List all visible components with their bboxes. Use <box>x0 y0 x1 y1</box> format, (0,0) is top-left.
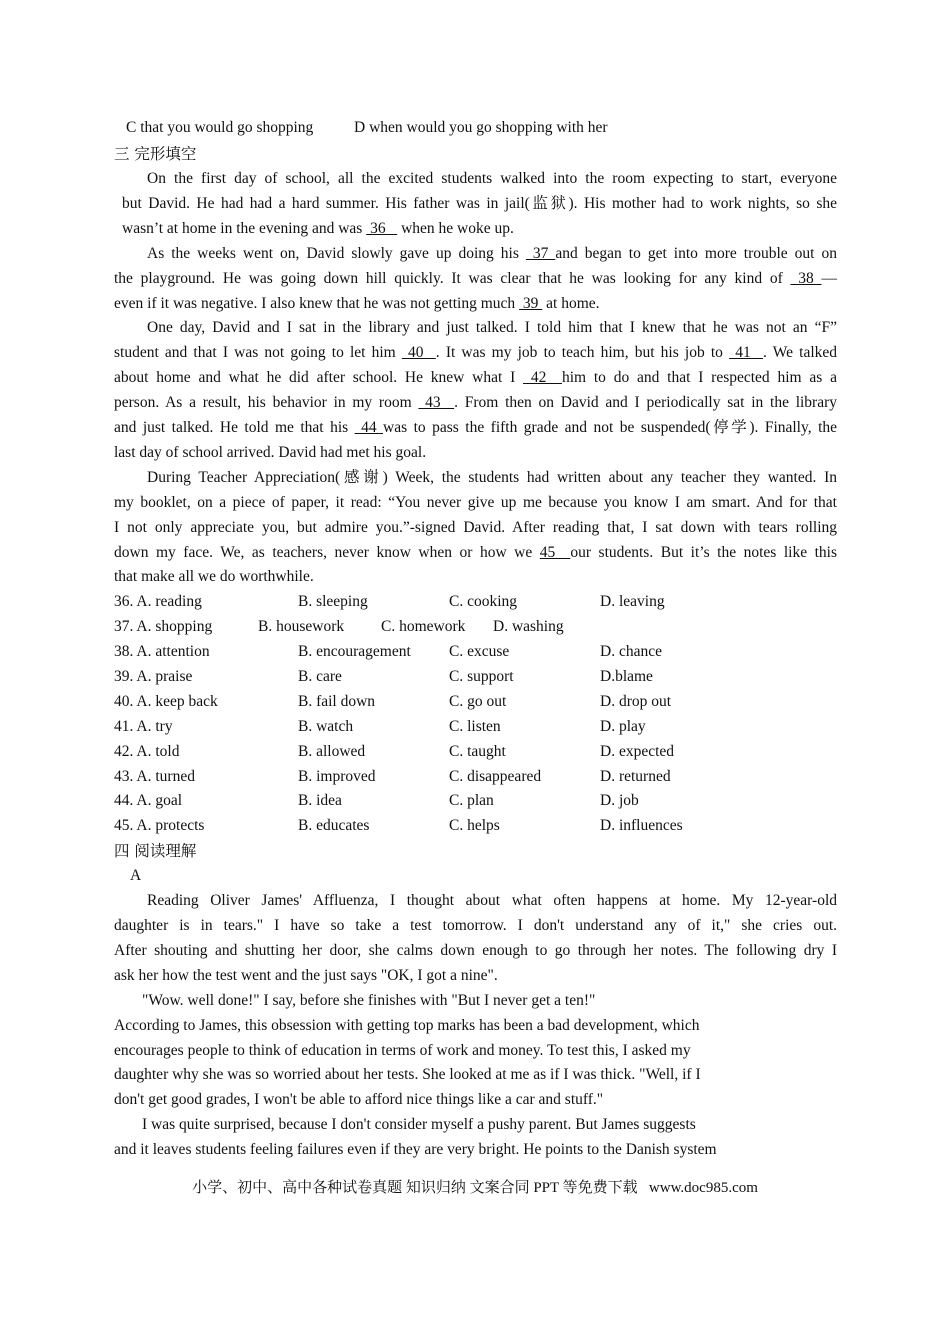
question-36-option-d: D. leaving <box>600 593 665 610</box>
passage-a-label: A <box>130 867 142 884</box>
blank-45: 45 <box>539 544 571 561</box>
blank-44: 44 <box>354 419 384 436</box>
question-36-option-c: C. cooking <box>449 593 518 610</box>
blank-37: 37 <box>525 245 556 262</box>
question-38-number-a: 38. A. attention <box>114 643 210 660</box>
cloze-p3-line4: person. As a result, his behavior in my room 43 . From then on David and I periodically sat in the library <box>114 394 838 411</box>
question-45-option-b: B. educates <box>298 817 370 834</box>
cloze-p3-line6: last day of school arrived. David had met his goal. <box>114 444 427 461</box>
reading-p1-line2: daughter is in tears." I have so take a test tomorrow. I don't understand any of it," she cries out. <box>114 917 837 934</box>
question-45-number-a: 45. A. protects <box>114 817 205 834</box>
blank-39: 39 <box>519 295 543 312</box>
section-4-title: 四 阅读理解 <box>114 842 197 860</box>
reading-p2-line4: daughter why she was so worried about her tests. She looked at me as if I was thick. "Well, if I <box>114 1066 701 1083</box>
blank-36: 36 <box>366 220 398 237</box>
question-37-option-b: B. housework <box>258 618 345 635</box>
cloze-p3-line1: One day, David and I sat in the library and just talked. I told him that I knew that he was not an “F” <box>147 319 837 336</box>
question-43-number-a: 43. A. turned <box>114 768 195 785</box>
question-41-option-b: B. watch <box>298 718 354 735</box>
blank-42: 42 <box>523 369 562 386</box>
question-39-option-c: C. support <box>449 668 514 685</box>
cloze-p1-line1: On the first day of school, all the excited students walked into the room expecting to start, everyone <box>147 170 837 187</box>
question-37-option-d: D. washing <box>493 618 564 635</box>
reading-p2-line5: don't get good grades, I won't be able to afford nice things like a car and stuff." <box>114 1091 604 1108</box>
question-45-option-c: C. helps <box>449 817 500 834</box>
question-44-option-d: D. job <box>600 792 639 809</box>
question-45-option-d: D. influences <box>600 817 683 834</box>
reading-p1-line1: Reading Oliver James' Affluenza, I thought about what often happens at home. My 12-year-old <box>147 892 837 909</box>
question-39-number-a: 39. A. praise <box>114 668 193 685</box>
question-42-number-a: 42. A. told <box>114 743 180 760</box>
question-42-option-c: C. taught <box>449 743 506 760</box>
reading-p2-line2: According to James, this obsession with getting top marks has been a bad development, which <box>114 1017 700 1034</box>
question-44-number-a: 44. A. goal <box>114 792 183 809</box>
cloze-p3-line3: about home and what he did after school. He knew what I 42 him to do and that I respected him as a <box>114 369 837 386</box>
page-footer: 小学、初中、高中各种试卷真题 知识归纳 文案合同 PPT 等免费下载 www.doc985.com <box>192 1180 758 1196</box>
cloze-p2-line1: As the weeks went on, David slowly gave up doing his 37 and began to get into more trouble out on <box>147 245 837 262</box>
blank-38: 38 <box>790 270 822 287</box>
cloze-p4-line1: During Teacher Appreciation(感谢) Week, the students had written about any teacher they wanted. In <box>147 469 837 486</box>
reading-p1-line4: ask her how the test went and the just says "OK, I got a nine". <box>114 967 498 984</box>
question-38-option-b: B. encouragement <box>298 643 411 660</box>
question-43-option-b: B. improved <box>298 768 376 785</box>
question-43-option-c: C. disappeared <box>449 768 542 785</box>
question-38-option-d: D. chance <box>600 643 662 660</box>
cloze-p2-line3: even if it was negative. I also knew that he was not getting much 39 at home. <box>114 295 600 312</box>
question-36-number-a: 36. A. reading <box>114 593 202 610</box>
cloze-p2-line2: the playground. He was going down hill quickly. It was clear that he was looking for any kind of 38 — <box>114 270 838 287</box>
question-41-number-a: 41. A. try <box>114 718 173 735</box>
blank-41: 41 <box>729 344 763 361</box>
question-40-option-d: D. drop out <box>600 693 672 710</box>
question-39-option-d: D.blame <box>600 668 653 685</box>
question-37-option-c: C. homework <box>381 618 466 635</box>
question-37-number-a: 37. A. shopping <box>114 618 213 635</box>
question-42-option-b: B. allowed <box>298 743 366 760</box>
question-36-option-b: B. sleeping <box>298 593 368 610</box>
question-39-option-b: B. care <box>298 668 342 685</box>
blank-40: 40 <box>401 344 436 361</box>
reading-p1-line3: After shouting and shutting her door, she calms down enough to go through her notes. The following dry I <box>114 942 837 959</box>
section-3-title: 三 完形填空 <box>114 145 197 163</box>
cloze-p1-line3: wasn’t at home in the evening and was 36 when he woke up. <box>122 220 514 237</box>
cloze-p4-line3: I not only appreciate you, but admire you.”-signed David. After reading that, I sat down with tears rolling <box>114 519 837 536</box>
question-40-option-c: C. go out <box>449 693 507 710</box>
cloze-p4-line2: my booklet, on a piece of paper, it read: “You never give up me because you know I am smart. And for that <box>114 494 837 511</box>
question-44-option-c: C. plan <box>449 792 494 809</box>
cloze-p3-line5: and just talked. He told me that his 44 was to pass the fifth grade and not be suspended(停学). Finally, the <box>114 419 838 436</box>
reading-p2-line3: encourages people to think of education in terms of work and money. To test this, I asked my <box>114 1042 691 1059</box>
question-42-option-d: D. expected <box>600 743 675 760</box>
cloze-p4-line5: that make all we do worthwhile. <box>114 568 314 585</box>
question-44-option-b: B. idea <box>298 792 342 809</box>
prev-option-d: D when would you go shopping with her <box>354 119 608 136</box>
blank-43: 43 <box>418 394 455 411</box>
reading-p2-line1: "Wow. well done!" I say, before she finishes with "But I never get a ten!" <box>142 992 596 1009</box>
question-43-option-d: D. returned <box>600 768 671 785</box>
question-41-option-d: D. play <box>600 718 646 735</box>
reading-p3-line2: and it leaves students feeling failures even if they are very bright. He points to the Danish system <box>114 1141 717 1158</box>
cloze-p3-line2: student and that I was not going to let him 40 . It was my job to teach him, but his job to 41 . We talked <box>114 344 838 361</box>
question-40-number-a: 40. A. keep back <box>114 693 218 710</box>
prev-option-c: C that you would go shopping <box>126 119 314 136</box>
cloze-p4-line4: down my face. We, as teachers, never know when or how we 45 our students. But it’s the notes like this <box>114 544 838 561</box>
question-41-option-c: C. listen <box>449 718 501 735</box>
reading-p3-line1: I was quite surprised, because I don't consider myself a pushy parent. But James suggests <box>142 1116 696 1133</box>
cloze-p1-line2: but David. He had had a hard summer. His father was in jail(监狱). His mother had to work nights, so she <box>122 195 837 212</box>
question-40-option-b: B. fail down <box>298 693 376 710</box>
question-38-option-c: C. excuse <box>449 643 510 660</box>
